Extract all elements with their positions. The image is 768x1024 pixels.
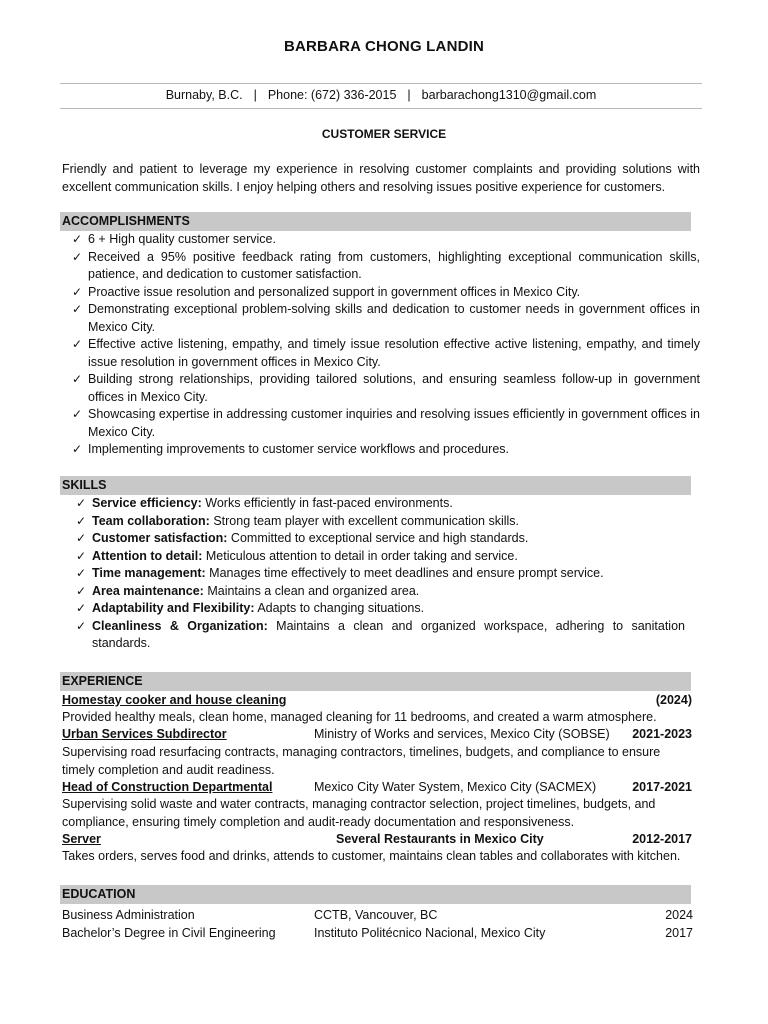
checkmark-icon: ✓: [76, 513, 87, 528]
job-organization: Ministry of Works and services, Mexico City (SOBSE): [314, 727, 610, 741]
checkmark-icon: ✓: [76, 496, 87, 510]
job-description: Supervising solid waste and water contracts, managing contractor selection, project timelines, budgets, and compliance, ensuring timely completion and audit-ready documentation and responsiveness.: [62, 797, 656, 829]
skills-list: [66, 495, 685, 653]
list-item: ✓ Adaptability and Flexibility: Adapts to changing situations.: [66, 600, 685, 618]
checkmark-icon: ✓: [72, 442, 83, 456]
checkmark-icon: ✓: [72, 284, 83, 299]
contact-line: [60, 83, 702, 109]
list-item: ✓ Showcasing expertise in addressing customer inquiries and resolving issues efficiently in government offices in Mexico City.: [72, 407, 700, 439]
job-row: [62, 692, 692, 709]
job-organization: Mexico City Water System, Mexico City (SACMEX): [314, 780, 597, 794]
list-item: ✓ Implementing improvements to customer service workflows and procedures.: [62, 441, 700, 459]
checkmark-icon: ✓: [76, 531, 87, 545]
section-heading-experience: EXPERIENCE: [60, 672, 691, 691]
job-description: Takes orders, serves food and drinks, attends to customer, maintains clean tables and collaborates with kitchen.: [62, 849, 681, 863]
checkmark-icon: ✓: [72, 372, 83, 386]
checkmark-icon: ✓: [76, 618, 87, 633]
degree: Bachelor’s Degree in Civil Engineering: [62, 926, 276, 940]
list-item: ✓ Attention to detail: Meticulous attention to detail in order taking and service.: [66, 548, 685, 566]
list-item: ✓ Proactive issue resolution and personalized support in government offices in Mexico City.: [62, 284, 700, 302]
checkmark-icon: ✓: [72, 232, 83, 246]
job-row: [62, 831, 692, 848]
phone: Phone: (672) 336-2015: [267, 88, 397, 102]
summary-paragraph: Friendly and patient to leverage my experience in resolving customer complaints and providing solutions with excellent communication skills. I enjoy helping others and resolving issues positive experience for customers.: [62, 162, 700, 194]
institution: CCTB, Vancouver, BC: [314, 908, 438, 922]
email-link[interactable]: barbarachong1310@gmail.com: [421, 88, 597, 102]
education-row: [62, 924, 693, 942]
list-item: ✓ Area maintenance: Maintains a clean and organized area.: [66, 583, 685, 601]
section-heading-accomplishments: ACCOMPLISHMENTS: [60, 212, 691, 231]
separator: |: [407, 88, 411, 102]
institution: Instituto Politécnico Nacional, Mexico City: [314, 926, 546, 940]
checkmark-icon: ✓: [76, 601, 87, 615]
checkmark-icon: ✓: [76, 548, 87, 563]
candidate-name: BARBARA CHONG LANDIN: [283, 38, 485, 55]
objective-title: CUSTOMER SERVICE: [321, 127, 447, 141]
list-item: ✓ Effective active listening, empathy, and timely issue resolution effective active listening, empathy, and timely issue resolution in government offices in Mexico City.: [72, 337, 700, 369]
job-years: 2021-2023: [632, 727, 692, 741]
job-title: Homestay cooker and house cleaning: [62, 693, 287, 707]
job-years: 2017-2021: [632, 780, 692, 794]
job-years: (2024): [655, 693, 692, 707]
checkmark-icon: ✓: [72, 249, 83, 264]
list-item: ✓ 6 + High quality customer service.: [62, 231, 700, 249]
checkmark-icon: ✓: [76, 583, 87, 598]
graduation-year: 2017: [665, 926, 693, 940]
job-years: 2012-2017: [632, 832, 692, 846]
education-row: [62, 906, 693, 924]
job-title: Server: [62, 832, 101, 846]
job-title: Urban Services Subdirector: [62, 727, 227, 741]
list-item: ✓ Cleanliness & Organization: Maintains a clean and organized workspace, adhering to sanitation standards.: [76, 618, 685, 650]
graduation-year: 2024: [665, 908, 693, 922]
section-heading-education: EDUCATION: [60, 885, 691, 904]
job-description: Supervising road resurfacing contracts, managing contractors, timelines, budgets, and compliance to ensure timely completion and audit readiness.: [62, 745, 661, 777]
list-item: ✓ Received a 95% positive feedback rating from customers, highlighting exceptional communication skills, patience, and dedication to customer satisfaction.: [72, 249, 700, 281]
job-row: [62, 779, 692, 796]
list-item: ✓ Service efficiency: Works efficiently in fast-paced environments.: [66, 495, 685, 513]
job-title: Head of Construction Departmental: [62, 780, 273, 794]
location: Burnaby, B.C.: [165, 88, 243, 102]
list-item: ✓ Building strong relationships, providing tailored solutions, and ensuring seamless follow-up in government offices in Mexico City.: [72, 372, 700, 404]
checkmark-icon: ✓: [72, 302, 83, 316]
section-heading-skills: SKILLS: [60, 476, 691, 495]
checkmark-icon: ✓: [72, 337, 83, 351]
separator: |: [253, 88, 257, 102]
list-item: ✓ Demonstrating exceptional problem-solving skills and dedication to customer needs in government offices in Mexico City.: [72, 302, 700, 334]
list-item: ✓ Customer satisfaction: Committed to exceptional service and high standards.: [66, 530, 685, 548]
job-row: [62, 726, 692, 743]
list-item: ✓ Team collaboration: Strong team player with excellent communication skills.: [66, 513, 685, 531]
checkmark-icon: ✓: [72, 407, 83, 421]
accomplishments-list: [62, 231, 700, 459]
job-description: Provided healthy meals, clean home, managed cleaning for 11 bedrooms, and created a warm atmosphere.: [62, 710, 657, 724]
job-organization: Several Restaurants in Mexico City: [336, 832, 544, 846]
degree: Business Administration: [62, 908, 195, 922]
checkmark-icon: ✓: [76, 566, 87, 580]
list-item: ✓ Time management: Manages time effectively to meet deadlines and ensure prompt service.: [66, 565, 685, 583]
